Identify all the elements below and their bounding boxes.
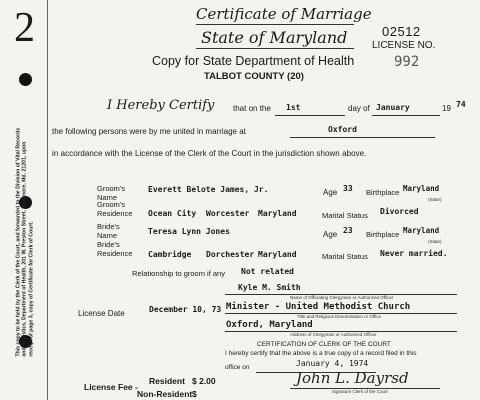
fee-nonresident-value: $ bbox=[192, 389, 197, 399]
county-label: TALBOT COUNTY (20) bbox=[204, 71, 304, 82]
bride-state-caption: (State) bbox=[428, 239, 442, 244]
title-underline bbox=[196, 24, 354, 25]
day-of-text: day of bbox=[348, 104, 370, 113]
officiant-title-caption: Title and Religious Denomination or Office bbox=[297, 314, 382, 319]
officiant-address-caption: Address of Clergyman or Authorized Officer bbox=[290, 332, 377, 337]
groom-marital-label: Marital Status bbox=[322, 211, 368, 220]
groom-age-label: Age bbox=[323, 188, 338, 197]
license-no-value: 992 bbox=[394, 54, 420, 70]
groom-age-value: 33 bbox=[343, 184, 353, 193]
officiant-title: Minister - United Methodist Church bbox=[226, 302, 411, 312]
page-number: 2 bbox=[14, 5, 35, 51]
groom-residence-state: Maryland bbox=[258, 209, 297, 218]
bride-residence-county: Dorchester bbox=[206, 250, 255, 259]
groom-residence-city: Ocean City bbox=[148, 209, 197, 218]
relationship-value: Not related bbox=[241, 267, 294, 276]
accordance-text: in accordance with the License of the Clerk of the Court in the jurisdiction shown above. bbox=[52, 149, 367, 158]
united-text: the following persons were by me united in marriage at bbox=[52, 127, 246, 136]
day-value: 1st bbox=[286, 103, 301, 112]
bride-residence-label: Bride's Residence bbox=[97, 240, 133, 258]
fee-label: License Fee - bbox=[84, 382, 138, 392]
groom-birthplace-value: Maryland bbox=[403, 184, 440, 193]
state-title: State of Maryland bbox=[201, 28, 348, 47]
bride-residence-state: Maryland bbox=[258, 250, 297, 259]
license-serial: 02512 bbox=[382, 24, 421, 39]
punch-hole-top bbox=[19, 73, 32, 86]
fee-resident-value: $ 2.00 bbox=[192, 376, 216, 386]
bride-age-value: 23 bbox=[343, 226, 353, 235]
bride-marital-label: Marital Status bbox=[322, 252, 368, 261]
clerk-signature: John L. Dayrsd bbox=[296, 369, 409, 387]
day-line bbox=[275, 115, 345, 116]
bride-name-value: Teresa Lynn Jones bbox=[148, 227, 230, 236]
groom-birthplace-label: Birthplace bbox=[366, 188, 400, 197]
license-date-label: License Date bbox=[78, 309, 125, 318]
year-value: 74 bbox=[456, 100, 466, 109]
bride-birthplace-value: Maryland bbox=[403, 226, 440, 235]
signature-caption: Signature Clerk of the Court bbox=[332, 389, 388, 394]
bride-name-label: Bride's Name bbox=[97, 222, 120, 240]
relationship-label: Relationship to groom if any bbox=[132, 269, 225, 278]
license-date-value: December 10, 73 bbox=[149, 305, 222, 314]
that-on-text: that on the bbox=[233, 104, 271, 113]
bride-residence-city: Cambridge bbox=[148, 250, 192, 259]
groom-name-value: Everett Belote James, Jr. bbox=[148, 185, 269, 194]
certificate-title: Certificate of Marriage bbox=[196, 5, 372, 23]
fee-resident-label: Resident bbox=[149, 376, 185, 386]
clerk-office-on: office on bbox=[225, 364, 250, 371]
groom-name-label: Groom's Name bbox=[97, 184, 126, 202]
clerk-heading: CERTIFICATION OF CLERK OF THE COURT bbox=[257, 341, 391, 348]
groom-state-caption: (State) bbox=[428, 197, 442, 202]
year-prefix: 19 bbox=[442, 104, 451, 113]
groom-residence-county: Worcester bbox=[206, 209, 250, 218]
officiant-name-caption: Name of Officiating Clergyman or Authorized Officer bbox=[290, 295, 394, 300]
clerk-date-value: January 4, 1974 bbox=[296, 359, 369, 368]
license-no-label: LICENSE NO. bbox=[372, 40, 436, 51]
groom-marital-value: Divorced bbox=[380, 207, 419, 216]
sidebar-note: This copy to be held by the Clerk of the Court, and forwarded to the Division of Vital Records and Statistics, Department of Health, 201 W. Preston Street, Baltimore, Md. 21201, upon receipt of page 3, copy of Certificate for Clerk of Court. bbox=[15, 127, 35, 357]
bride-age-label: Age bbox=[323, 230, 338, 239]
month-value: January bbox=[376, 103, 410, 112]
place-line bbox=[290, 137, 435, 138]
certify-intro: I Hereby Certify bbox=[107, 98, 215, 113]
officiant-address: Oxford, Maryland bbox=[226, 320, 313, 330]
fee-nonresident-label: Non-Resident bbox=[137, 389, 193, 399]
clerk-statement: I hereby certify that the above is a true copy of a record filed in this bbox=[225, 350, 417, 357]
bride-birthplace-label: Birthplace bbox=[366, 230, 400, 239]
bride-marital-value: Never married. bbox=[380, 249, 448, 258]
state-underline bbox=[196, 48, 354, 49]
copy-for-label: Copy for State Department of Health bbox=[152, 54, 355, 68]
month-line bbox=[372, 115, 440, 116]
margin-divider bbox=[47, 0, 48, 400]
groom-residence-label: Groom's Residence bbox=[97, 200, 133, 218]
officiant-name: Kyle M. Smith bbox=[238, 283, 301, 292]
place-value: Oxford bbox=[328, 125, 357, 134]
